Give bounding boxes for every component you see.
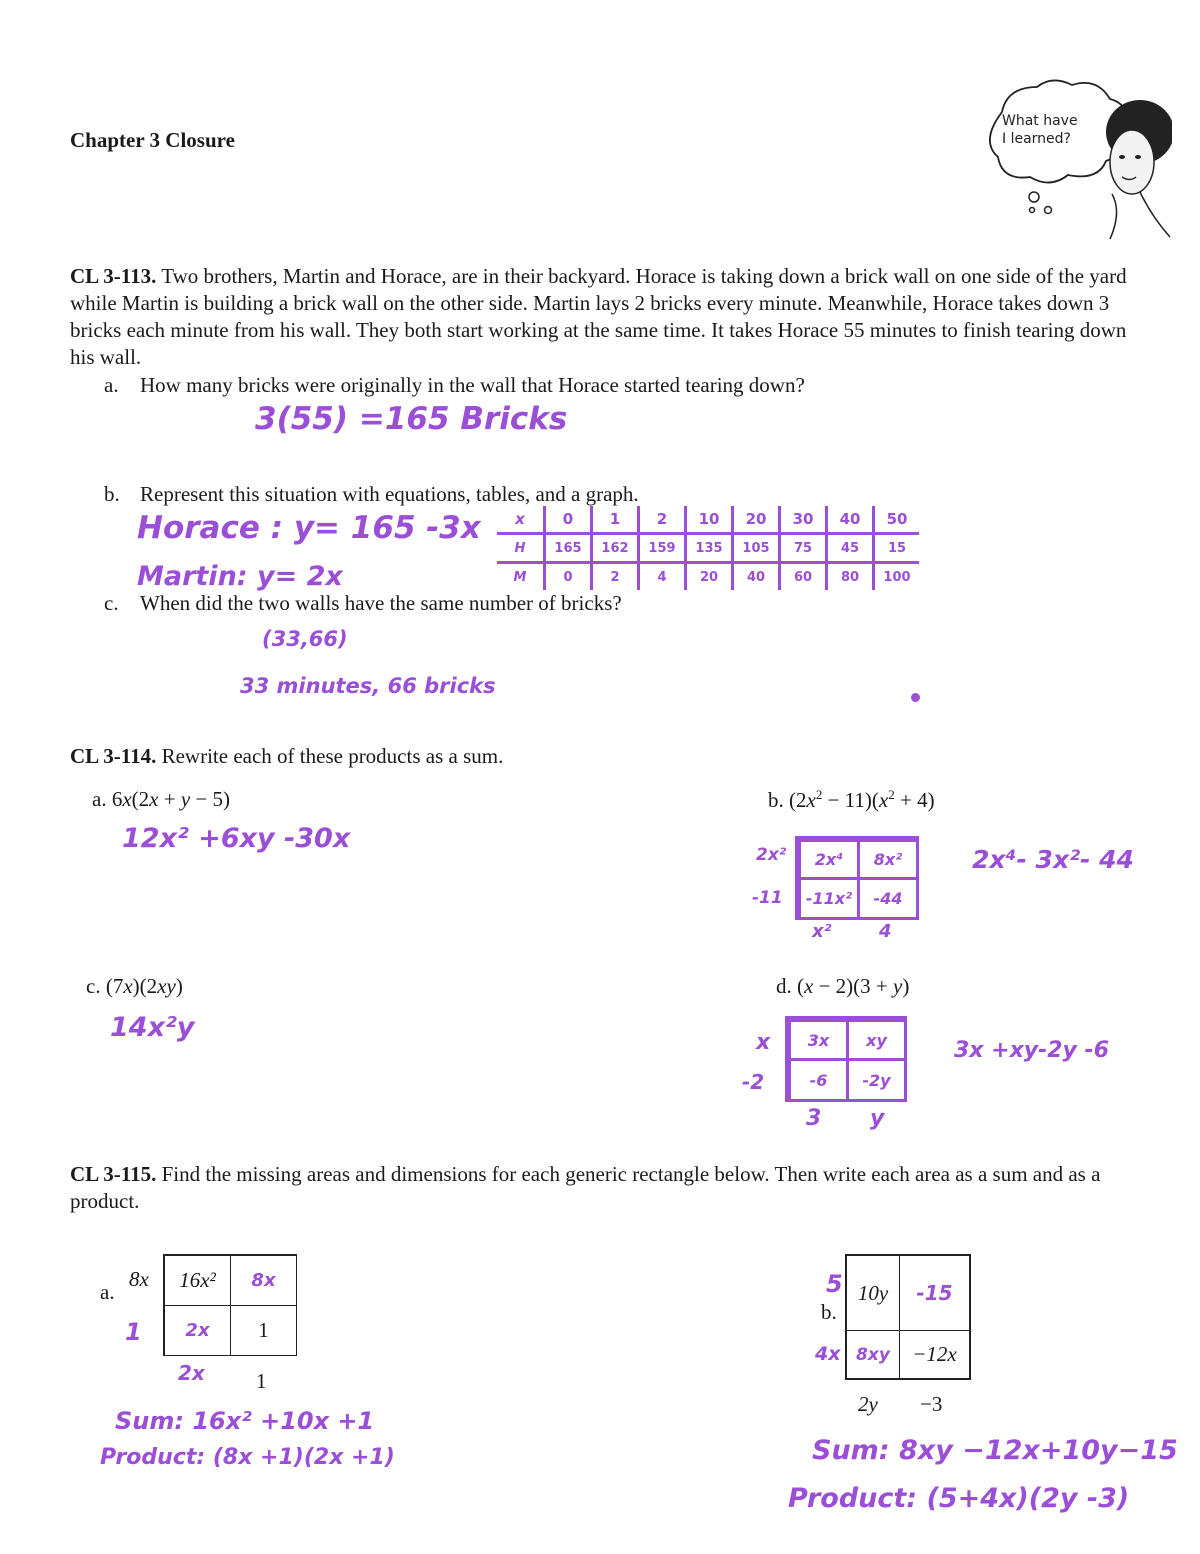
rect-row-label: 8x <box>129 1267 149 1291</box>
expression-114a: a. 6x(2x + y − 5) <box>92 787 230 811</box>
grid-row-label: x <box>756 1030 771 1055</box>
table-cell: 135 <box>686 534 733 563</box>
question-115 <box>70 1161 1130 1215</box>
table-cell: 0 <box>545 563 592 591</box>
expression-114d: d. (x − 2)(3 + y) <box>776 974 910 998</box>
table-cell: 15 <box>874 534 920 563</box>
handwritten-sum-a: Sum: 16x² +10x +1 <box>115 1407 375 1435</box>
part-c-marker: c. <box>104 591 119 615</box>
rect-col-label: 1 <box>256 1369 267 1393</box>
table-row-x <box>497 506 919 534</box>
stray-dot <box>911 693 920 702</box>
grid-col-label: y <box>870 1106 885 1131</box>
generic-rectangle-a <box>163 1254 297 1356</box>
expression-114c: c. (7x)(2xy) <box>86 974 183 998</box>
bricks-table <box>497 506 919 590</box>
grid-cell: 3x <box>788 1019 849 1061</box>
handwritten-answer-c: 33 minutes, 66 bricks <box>240 674 496 698</box>
rect-row-label-handwritten: 5 <box>826 1270 843 1298</box>
intersection-point: (33,66) <box>262 627 348 651</box>
table-row-label: H <box>497 534 545 563</box>
rect-cell: 10y <box>846 1255 900 1331</box>
handwritten-answer-a: 3(55) =165 Bricks <box>255 401 568 437</box>
grid-cell: 8x² <box>857 839 919 880</box>
table-row-label: M <box>513 569 527 585</box>
question-text: Two brothers, Martin and Horace, are in their backyard. Horace is taking down a brick wall on one side of the yard while Martin is building a brick wall on the other side. Martin lays 2 bricks every minute. Meanwhile, Horace takes down 3 bricks each minute from his wall. They both start working at the same time. It takes Horace 55 minutes to finish tearing down his wall. <box>70 264 1127 369</box>
item-marker: d. <box>776 974 792 998</box>
part-b-text: Represent this situation with equations, tables, and a graph. <box>140 482 639 506</box>
table-cell: 0 <box>545 506 592 534</box>
thought-bubble-text <box>1002 112 1092 148</box>
area-grid-114d <box>785 1016 907 1102</box>
table-cell: 105 <box>733 534 780 563</box>
expression-114b: b. $(2x^2 - 11)(x^2 + 4)$ <box>768 787 935 812</box>
grid-cell: -11x² <box>798 877 860 920</box>
rect-cell: −12x <box>899 1330 970 1379</box>
rect-cell: 16x² <box>164 1255 231 1306</box>
table-cell: 40 <box>827 506 874 534</box>
grid-col-label: 4 <box>879 921 892 942</box>
grid-cell: -44 <box>857 877 919 920</box>
table-cell: 60 <box>780 563 827 591</box>
question-label: CL 3-113. <box>70 264 157 288</box>
handwritten-answer-114a: 12x² +6xy -30x <box>122 823 351 854</box>
grid-row-label: -11 <box>752 888 783 908</box>
table-cell: 159 <box>639 534 686 563</box>
rect-cell-handwritten: -15 <box>899 1255 970 1331</box>
rect-col-label-handwritten: 2x <box>178 1361 205 1385</box>
handwritten-product-b: Product: (5+4x)(2y -3) <box>788 1483 1130 1514</box>
page-title: Chapter 3 Closure <box>70 128 235 152</box>
grid-cell: -2y <box>846 1058 907 1102</box>
grid-col-label: 3 <box>806 1106 822 1131</box>
table-cell: 10 <box>686 506 733 534</box>
table-cell: 45 <box>827 534 874 563</box>
question-label: CL 3-114. <box>70 744 157 768</box>
table-cell: 30 <box>780 506 827 534</box>
rect-col-label: 2y <box>858 1392 878 1416</box>
handwritten-product-a: Product: (8x +1)(2x +1) <box>100 1445 395 1470</box>
thought-line-1: What have <box>1002 113 1078 129</box>
table-cell: 20 <box>686 563 733 591</box>
table-cell: 20 <box>733 506 780 534</box>
rect-cell-handwritten: 8xy <box>846 1330 900 1379</box>
rect-row-label-handwritten: 4x <box>815 1343 841 1365</box>
handwritten-answer-114c: 14x²y <box>110 1012 195 1043</box>
item-marker: c. <box>86 974 101 998</box>
area-grid-114b <box>795 836 919 920</box>
item-marker: a. <box>100 1280 115 1304</box>
table-cell: 100 <box>874 563 920 591</box>
table-cell: 40 <box>733 563 780 591</box>
question-text: Find the missing areas and dimensions for each generic rectangle below. Then write each area as a sum and as a product. <box>70 1162 1101 1213</box>
table-cell: 75 <box>780 534 827 563</box>
rect-cell: 1 <box>230 1305 297 1356</box>
table-cell: 50 <box>874 506 920 534</box>
rect-cell-handwritten: 8x <box>230 1255 297 1306</box>
rect-cell-handwritten: 2x <box>164 1305 231 1356</box>
grid-row-label: -2 <box>742 1070 765 1094</box>
question-text: Rewrite each of these products as a sum. <box>161 744 504 768</box>
table-cell: 1 <box>592 506 639 534</box>
table-cell: 162 <box>592 534 639 563</box>
part-b-marker: b. <box>104 482 120 506</box>
grid-cell: xy <box>846 1019 907 1061</box>
horace-equation: Horace : y= 165 -3x <box>137 510 481 546</box>
table-row-h <box>497 534 919 563</box>
part-a-marker: a. <box>104 373 119 397</box>
table-cell: 2 <box>592 563 639 591</box>
handwritten-answer-114b: 2x⁴- 3x²- 44 <box>972 845 1134 874</box>
table-cell: 165 <box>545 534 592 563</box>
grid-row-label: 2x² <box>756 845 787 865</box>
question-label: CL 3-115. <box>70 1162 157 1186</box>
grid-cell: 2x⁴ <box>798 839 860 880</box>
thinking-girl-illustration <box>972 72 1172 247</box>
martin-equation: Martin: y= 2x <box>137 561 343 592</box>
question-113 <box>70 263 1130 371</box>
part-a-text: How many bricks were originally in the wall that Horace started tearing down? <box>140 373 805 397</box>
table-row-m <box>497 563 919 591</box>
item-marker: a. <box>92 787 107 811</box>
question-114 <box>70 743 503 770</box>
generic-rectangle-b <box>845 1254 971 1380</box>
handwritten-answer-114d: 3x +xy-2y -6 <box>954 1038 1109 1063</box>
table-row-label: x <box>497 506 545 534</box>
part-c-text: When did the two walls have the same number of bricks? <box>140 591 622 615</box>
grid-col-label: x² <box>812 921 832 942</box>
grid-cell: -6 <box>788 1058 849 1102</box>
rect-row-label-handwritten: 1 <box>125 1318 142 1346</box>
thought-line-2: I learned? <box>1002 131 1071 147</box>
handwritten-sum-b: Sum: 8xy −12x+10y−15 <box>812 1435 1178 1466</box>
table-cell: 2 <box>639 506 686 534</box>
table-cell: 80 <box>827 563 874 591</box>
item-marker: b. <box>768 788 784 812</box>
table-cell: 4 <box>639 563 686 591</box>
item-marker: b. <box>821 1300 837 1324</box>
rect-col-label: −3 <box>920 1392 943 1416</box>
